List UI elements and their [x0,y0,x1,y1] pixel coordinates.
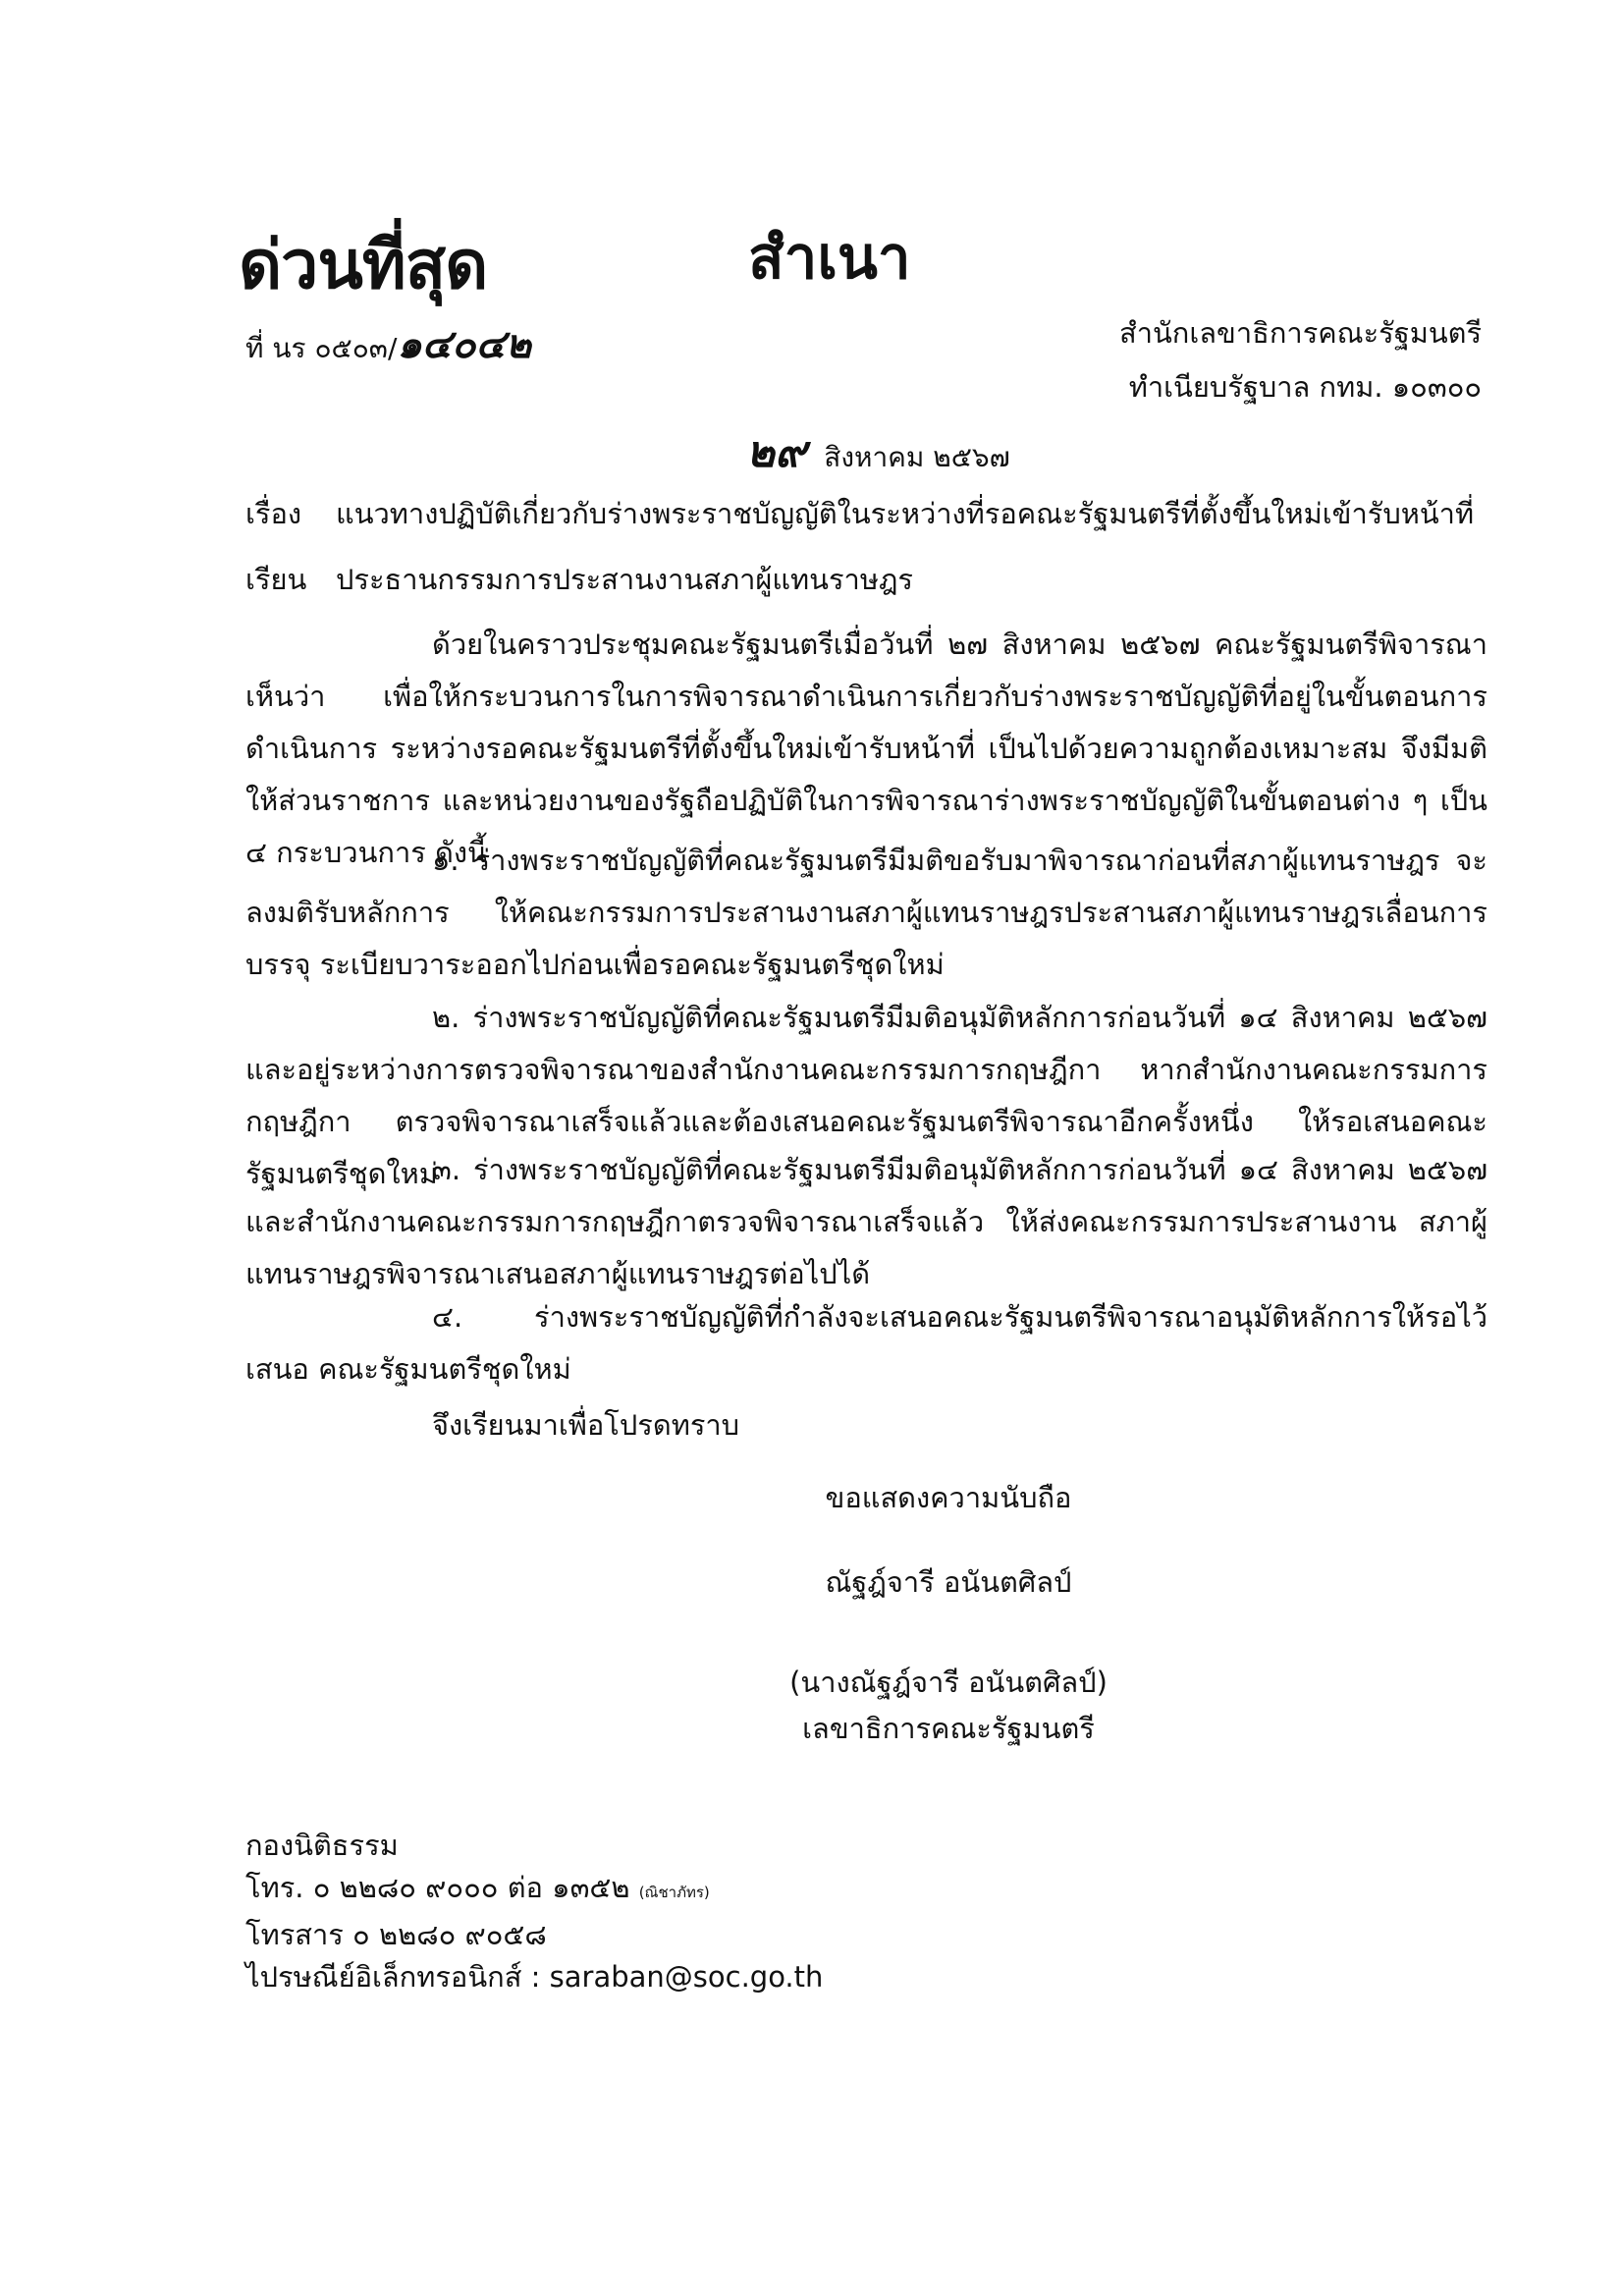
item-1 [245,835,1487,991]
recipient-label: เรียน [245,563,307,596]
urgency-stamp: ด่วนที่สุด [239,226,488,304]
position-title: เลขาธิการคณะรัฐมนตรี [802,1712,1095,1745]
document-number-prefix: ที่ นร ๐๕๐๓/ [245,332,398,364]
recipient-text: ประธานกรรมการประสานงานสภาผู้แทนราษฎร [336,563,914,596]
issuing-organization [1119,306,1482,414]
item-3-text: ๓. ร่างพระราชบัญญัติที่คณะรัฐมนตรีมีมติอนุมัติหลักการก่อนวันที่ ๑๔ สิงหาคม ๒๕๖๗ และสำนักงานคณะกรรมการกฤษฎีกาตรวจพิจารณาเสร็จแล้ว ให้ส่งคณะกรรมการประสานงาน สภาผู้แทนราษฎรพิจารณาเสนอสภาผู้แทนราษฎรต่อไปได้ [245,1153,1487,1290]
item-4 [245,1291,1487,1395]
date-day-handwritten: ๒๙ [746,427,807,477]
item-2-text: ๒. ร่างพระราชบัญญัติที่คณะรัฐมนตรีมีมติอนุมัติหลักการก่อนวันที่ ๑๔ สิงหาคม ๒๕๖๗ และอยู่ระหว่างการตรวจพิจารณาของสำนักงานคณะกรรมการกฤษฎีกา หากสำนักงานคณะกรรมการกฤษฎีกา ตรวจพิจารณาเสร็จแล้วและต้องเสนอคณะรัฐมนตรีพิจารณาอีกครั้งหนึ่ง ให้รอเสนอคณะรัฐมนตรีชุดใหม่ [245,1001,1487,1190]
subject-line [245,491,1474,536]
closing-line: จึงเรียนมาเพื่อโปรดทราบ [432,1408,740,1442]
fax-line: โทรสาร ๐ ๒๒๘๐ ๙๐๕๘ [245,1918,547,1951]
salutation: ขอแสดงความนับถือ [825,1481,1072,1514]
item-1-text: ๑. ร่างพระราชบัญญัติที่คณะรัฐมนตรีมีมติขอรับมาพิจารณาก่อนที่สภาผู้แทนราษฎร จะลงมติรับหลักการ ให้คณะกรรมการประสานงานสภาผู้แทนราษฎรประสานสภาผู้แทนราษฎรเลื่อนการบรรจุ ระเบียบวาระออกไปก่อนเพื่อรอคณะรัฐมนตรีชุดใหม่ [245,844,1487,981]
contact-footer [245,1825,823,1998]
organization-name: สำนักเลขาธิการคณะรัฐมนตรี [1119,316,1483,350]
subject-label: เรื่อง [245,497,302,530]
subject-text: แนวทางปฏิบัติเกี่ยวกับร่างพระราชบัญญัติในระหว่างที่รอคณะรัฐมนตรีที่ตั้งขึ้นใหม่เข้ารับหน้าที่ [336,497,1475,530]
copy-mark: สำเนา [748,224,911,293]
date-month-year: สิงหาคม ๒๕๖๗ [824,441,1010,473]
phone-contact-note: (ณิชาภัทร) [638,1884,710,1901]
organization-address: ทำเนียบรัฐบาล กทม. ๑๐๓๐๐ [1128,370,1483,404]
phone-number: โทร. ๐ ๒๒๘๐ ๙๐๐๐ ต่อ ๑๓๕๒ [245,1871,630,1904]
recipient-line [245,557,913,602]
intro-paragraph: ด้วยในคราวประชุมคณะรัฐมนตรีเมื่อวันที่ ๒๗ สิงหาคม ๒๕๖๗ คณะรัฐมนตรีพิจารณาเห็นว่า เพื่อให้กระบวนการในการพิจารณาดำเนินการเกี่ยวกับร่างพระราชบัญญัติที่อยู่ในขั้นตอนการดำเนินการ ระหว่างรอคณะรัฐมนตรีที่ตั้งขึ้นใหม่เข้ารับหน้าที่ เป็นไปด้วยความถูกต้องเหมาะสม จึงมีมติให้ส่วนราชการ และหน่วยงานของรัฐถือปฏิบัติในการพิจารณาร่างพระราชบัญญัติในขั้นตอนต่าง ๆ เป็น ๔ กระบวนการ ดังนี้ [245,628,1487,869]
item-3 [245,1144,1487,1300]
full-name: (นางณัฐฎ์จารี อนันตศิลป์) [789,1666,1108,1699]
division-name: กองนิติธรรม [245,1829,399,1862]
email-line: ไปรษณีย์อิเล็กทรอนิกส์ : saraban@soc.go.th [245,1960,824,1994]
document-number-handwritten: ๑๔๐๔๒ [397,321,532,367]
document-date [746,417,1010,486]
signed-name: ณัฐฎ์จารี อนันตศิลป์ [825,1565,1072,1599]
item-4-text: ๔. ร่างพระราชบัญญัติที่กำลังจะเสนอคณะรัฐมนตรีพิจารณาอนุมัติหลักการให้รอไว้เสนอ คณะรัฐมนตรีชุดใหม่ [245,1300,1487,1386]
document-number [245,312,531,375]
phone-line [245,1867,823,1914]
